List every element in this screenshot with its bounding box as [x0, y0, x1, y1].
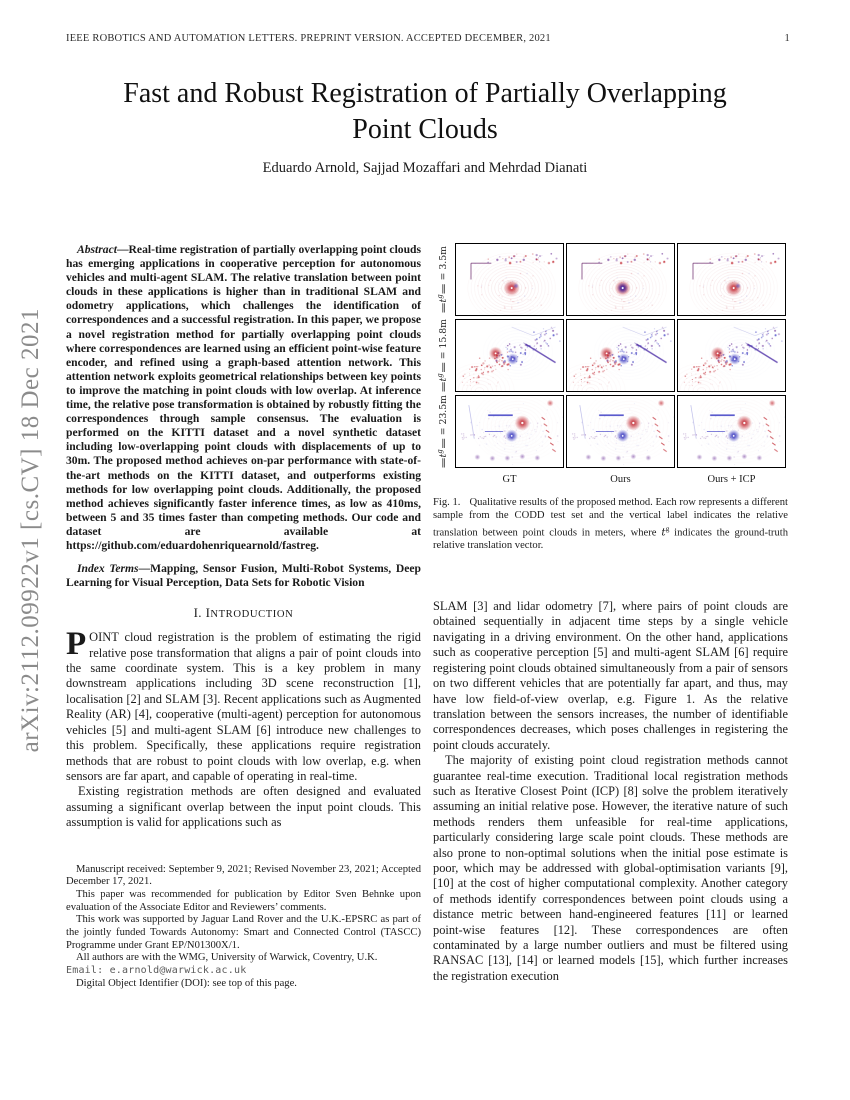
abstract-label: Abstract [77, 243, 117, 256]
abstract [66, 243, 421, 590]
footnote-affiliation: All authors are with the WMG, University of Warwick, Coventry, U.K. [76, 952, 378, 964]
footnote-editor: This paper was recommended for publication by Editor Sven Behnke upon evaluation of the Associate Editor and Reviewers’ comments. [66, 888, 421, 913]
footnote-funding: This work was supported by Jaguar Land Rover and the U.K.-EPSRC as part of the jointly funded Towards Autonomy: Smart and Connected Control (TASCC) Programme under Grant EP/N01300X/1. [66, 914, 421, 951]
footnote-email-line [66, 965, 421, 978]
section-heading-introduction [66, 605, 421, 621]
figure-caption-math-sup: g [665, 523, 670, 533]
pointcloud-panel-r3c2 [566, 395, 675, 468]
pointcloud-canvas-r1c1 [456, 244, 563, 315]
row3-label-sup: g [436, 449, 445, 455]
pointcloud-panel-r2c2 [566, 319, 675, 392]
pointcloud-panel-r2c1 [455, 319, 564, 392]
figure-1-caption [433, 497, 788, 553]
figure-col-label-ours: Ours [610, 473, 631, 485]
figure-col-label-gt: GT [502, 473, 517, 485]
intro-paragraph-1 [66, 626, 421, 784]
figure-1 [433, 243, 788, 485]
lead-caps: OINT [89, 630, 119, 645]
pointcloud-panel-r3c1 [455, 395, 564, 468]
intro-paragraph-2: Existing registration methods are often designed and evaluated assuming a significant overlap between the input point clouds. This assumption is valid for applications such as [66, 784, 421, 830]
email-link[interactable]: e.arnold@warwick.ac.uk [109, 965, 247, 977]
abstract-period: . [316, 538, 319, 552]
left-column [66, 243, 421, 991]
index-terms-text: —Mapping, Sensor Fusion, Multi-Robot Systems, Deep Learning for Visual Perception, Data Sets for Robotic Vision [66, 562, 421, 590]
figure-row-label-3 [433, 395, 453, 468]
row2-label-sup: g [436, 373, 445, 378]
arxiv-banner [14, 250, 48, 810]
figure-row-label-1 [433, 243, 453, 316]
row1-label-sup: g [436, 294, 445, 299]
pointcloud-canvas-r2c3 [678, 320, 785, 391]
pointcloud-canvas-r2c1 [456, 320, 563, 391]
figure-caption-text-post: indicates the ground-truth relative translation vector. [433, 527, 788, 552]
figure-caption-text-pre: Qualitative results of the proposed method. Each row represents a different sample from the CODD test set and the vertical label indicates the relative translation between point clouds in meters, where [433, 496, 788, 539]
row3-label-post: ‖ = 23.5m [438, 395, 450, 450]
page-number: 1 [784, 33, 790, 44]
paper-title: Fast and Robust Registration of Partially Overlapping Point Clouds [123, 78, 727, 145]
intro-paragraph-1-text: cloud registration is the problem of estimating the rigid relative pose transformation that aligns a pair of point clouds into the same coordinate system. This is a key problem in many downstream applications including 3D scene reconstruction [1], localisation [2] and SLAM [3]. Recent applications such as Augmented Reality (AR) [4], cooperative (multi-agent) perception for autonomous vehicles [5] and multi-agent SLAM [6] introduce new challenges to this problem. Specifically, these applications require registration methods that are robust to point clouds with low overlap, e.g. when sensors are far apart, and capable of operating in real-time. [66, 630, 421, 783]
footnote-doi: Digital Object Identifier (DOI): see top of this page. [76, 977, 297, 989]
right-column-body [433, 599, 788, 984]
pointcloud-canvas-r3c2 [567, 396, 674, 467]
row3-label-pre: ‖t [438, 454, 450, 469]
pointcloud-canvas-r1c2 [567, 244, 674, 315]
section-title-smallcaps: NTRODUCTION [210, 609, 294, 621]
body-paragraph-majority: The majority of existing point cloud registration methods cannot guarantee real-time execution. Traditional local registration methods such as Iterative Closest Point (ICP) [8] solve the problem iteratively assuming an initial relative pose. However, the iterative nature of such methods renders them unfeasible for real-time applications, particularly considering large scale point clouds. These methods are also prone to non-optimal solutions when the initial pose estimate is poor, which may be addressed with global-optimisation variants [9], [10] at the cost of higher computational complexity. Another category of methods identify correspondences between point clouds using a distance metric between hand-engineered features [11] or learned point-wise features [12]. These correspondences are often contaminated by a large number outliers and must be filtered using RANSAC [13], [14] or learned models [15], which further increases the registration execution [433, 753, 788, 983]
pointcloud-panel-r1c1 [455, 243, 564, 316]
pointcloud-panel-r2c3 [677, 319, 786, 392]
body-paragraph-slam: SLAM [3] and lidar odometry [7], where pairs of point clouds are obtained sequentially in adjacent time steps by a single vehicle navigating in a driving environment. On the other hand, applications such as cooperative perception [5] and multi-agent SLAM [6] require registering point clouds obtained simultaneously from a pair of sensors on two different vehicles that are potentially far apart, and thus, may have low field-of-view overlap, e.g. Figure 1. As the relative translation between the sensors increases, the number of identifiable correspondences decreases, which poses challenges in registering the point clouds accurately. [433, 599, 788, 752]
abstract-paragraph [66, 243, 421, 553]
index-terms [66, 562, 421, 590]
pointcloud-canvas-r1c3 [678, 244, 785, 315]
pointcloud-panel-r1c2 [566, 243, 675, 316]
footnote-manuscript: Manuscript received: September 9, 2021; Revised November 23, 2021; Accepted December 17, 2021. [66, 863, 421, 888]
github-link[interactable]: https://github.com/eduardohenriquearnold/fastreg [66, 538, 317, 552]
figure-row-label-2 [433, 319, 453, 392]
index-terms-label: Index Terms [77, 562, 139, 576]
footnotes [66, 864, 421, 991]
row2-label-pre: ‖t [438, 377, 450, 393]
header-journal-line: IEEE ROBOTICS AND AUTOMATION LETTERS. PREPRINT VERSION. ACCEPTED DECEMBER, 2021 [66, 33, 551, 44]
section-number: I. I [193, 605, 211, 621]
abstract-text: —Real-time registration of partially overlapping point clouds has emerging applications in cooperative perception for autonomous vehicles and multi-agent SLAM. The relative translation between point clouds in these applications is higher than in traditional SLAM and odometry applications, which challenges the identification of correspondences and a successful registration. In this paper, we propose a novel registration method for partially overlapping point clouds where correspondences are learned using an efficient point-wise feature encoder, and refined using a graph-based attention network. This attention network exploits geometrical relationships between key points to improve the matching in point clouds with low overlap. At inference time, the relative pose transformation is obtained by robustly fitting the correspondences through sample consensus. The evaluation is performed on the KITTI dataset and a novel synthetic dataset including low-overlapping point clouds with displacements of up to 30m. The proposed method achieves on-par performance with state-of-the-art methods on the KITTI dataset, and outperforms existing methods for low overlapping point clouds. Additionally, the proposed method achieves significantly faster inference times, as low as 410ms, between 5 and 35 times faster than competing methods. Our code and dataset are available at [66, 243, 421, 538]
pointcloud-canvas-r2c2 [567, 320, 674, 391]
email-label: Email: [66, 965, 104, 977]
right-column [433, 243, 788, 984]
row1-label-post: ‖ = 3.5m [438, 245, 450, 295]
paper-authors: Eduardo Arnold, Sajjad Mozaffari and Mehrdad Dianati [262, 160, 588, 176]
pointcloud-canvas-r3c1 [456, 396, 563, 467]
pointcloud-panel-r3c3 [677, 395, 786, 468]
arxiv-banner-text: arXiv:2112.09922v1 [cs.CV] 18 Dec 2021 [17, 307, 44, 753]
figure-col-label-ours-icp: Ours + ICP [707, 473, 756, 485]
pointcloud-panel-r1c3 [677, 243, 786, 316]
figure-caption-math-var: t [661, 526, 666, 539]
row2-label-post: ‖ = 15.8m [438, 319, 450, 374]
row1-label-pre: ‖t [438, 298, 450, 314]
pointcloud-canvas-r3c3 [678, 396, 785, 467]
running-header [66, 33, 790, 44]
dropcap-letter: P [66, 626, 87, 663]
figure-caption-tag: Fig. 1. [433, 496, 461, 508]
